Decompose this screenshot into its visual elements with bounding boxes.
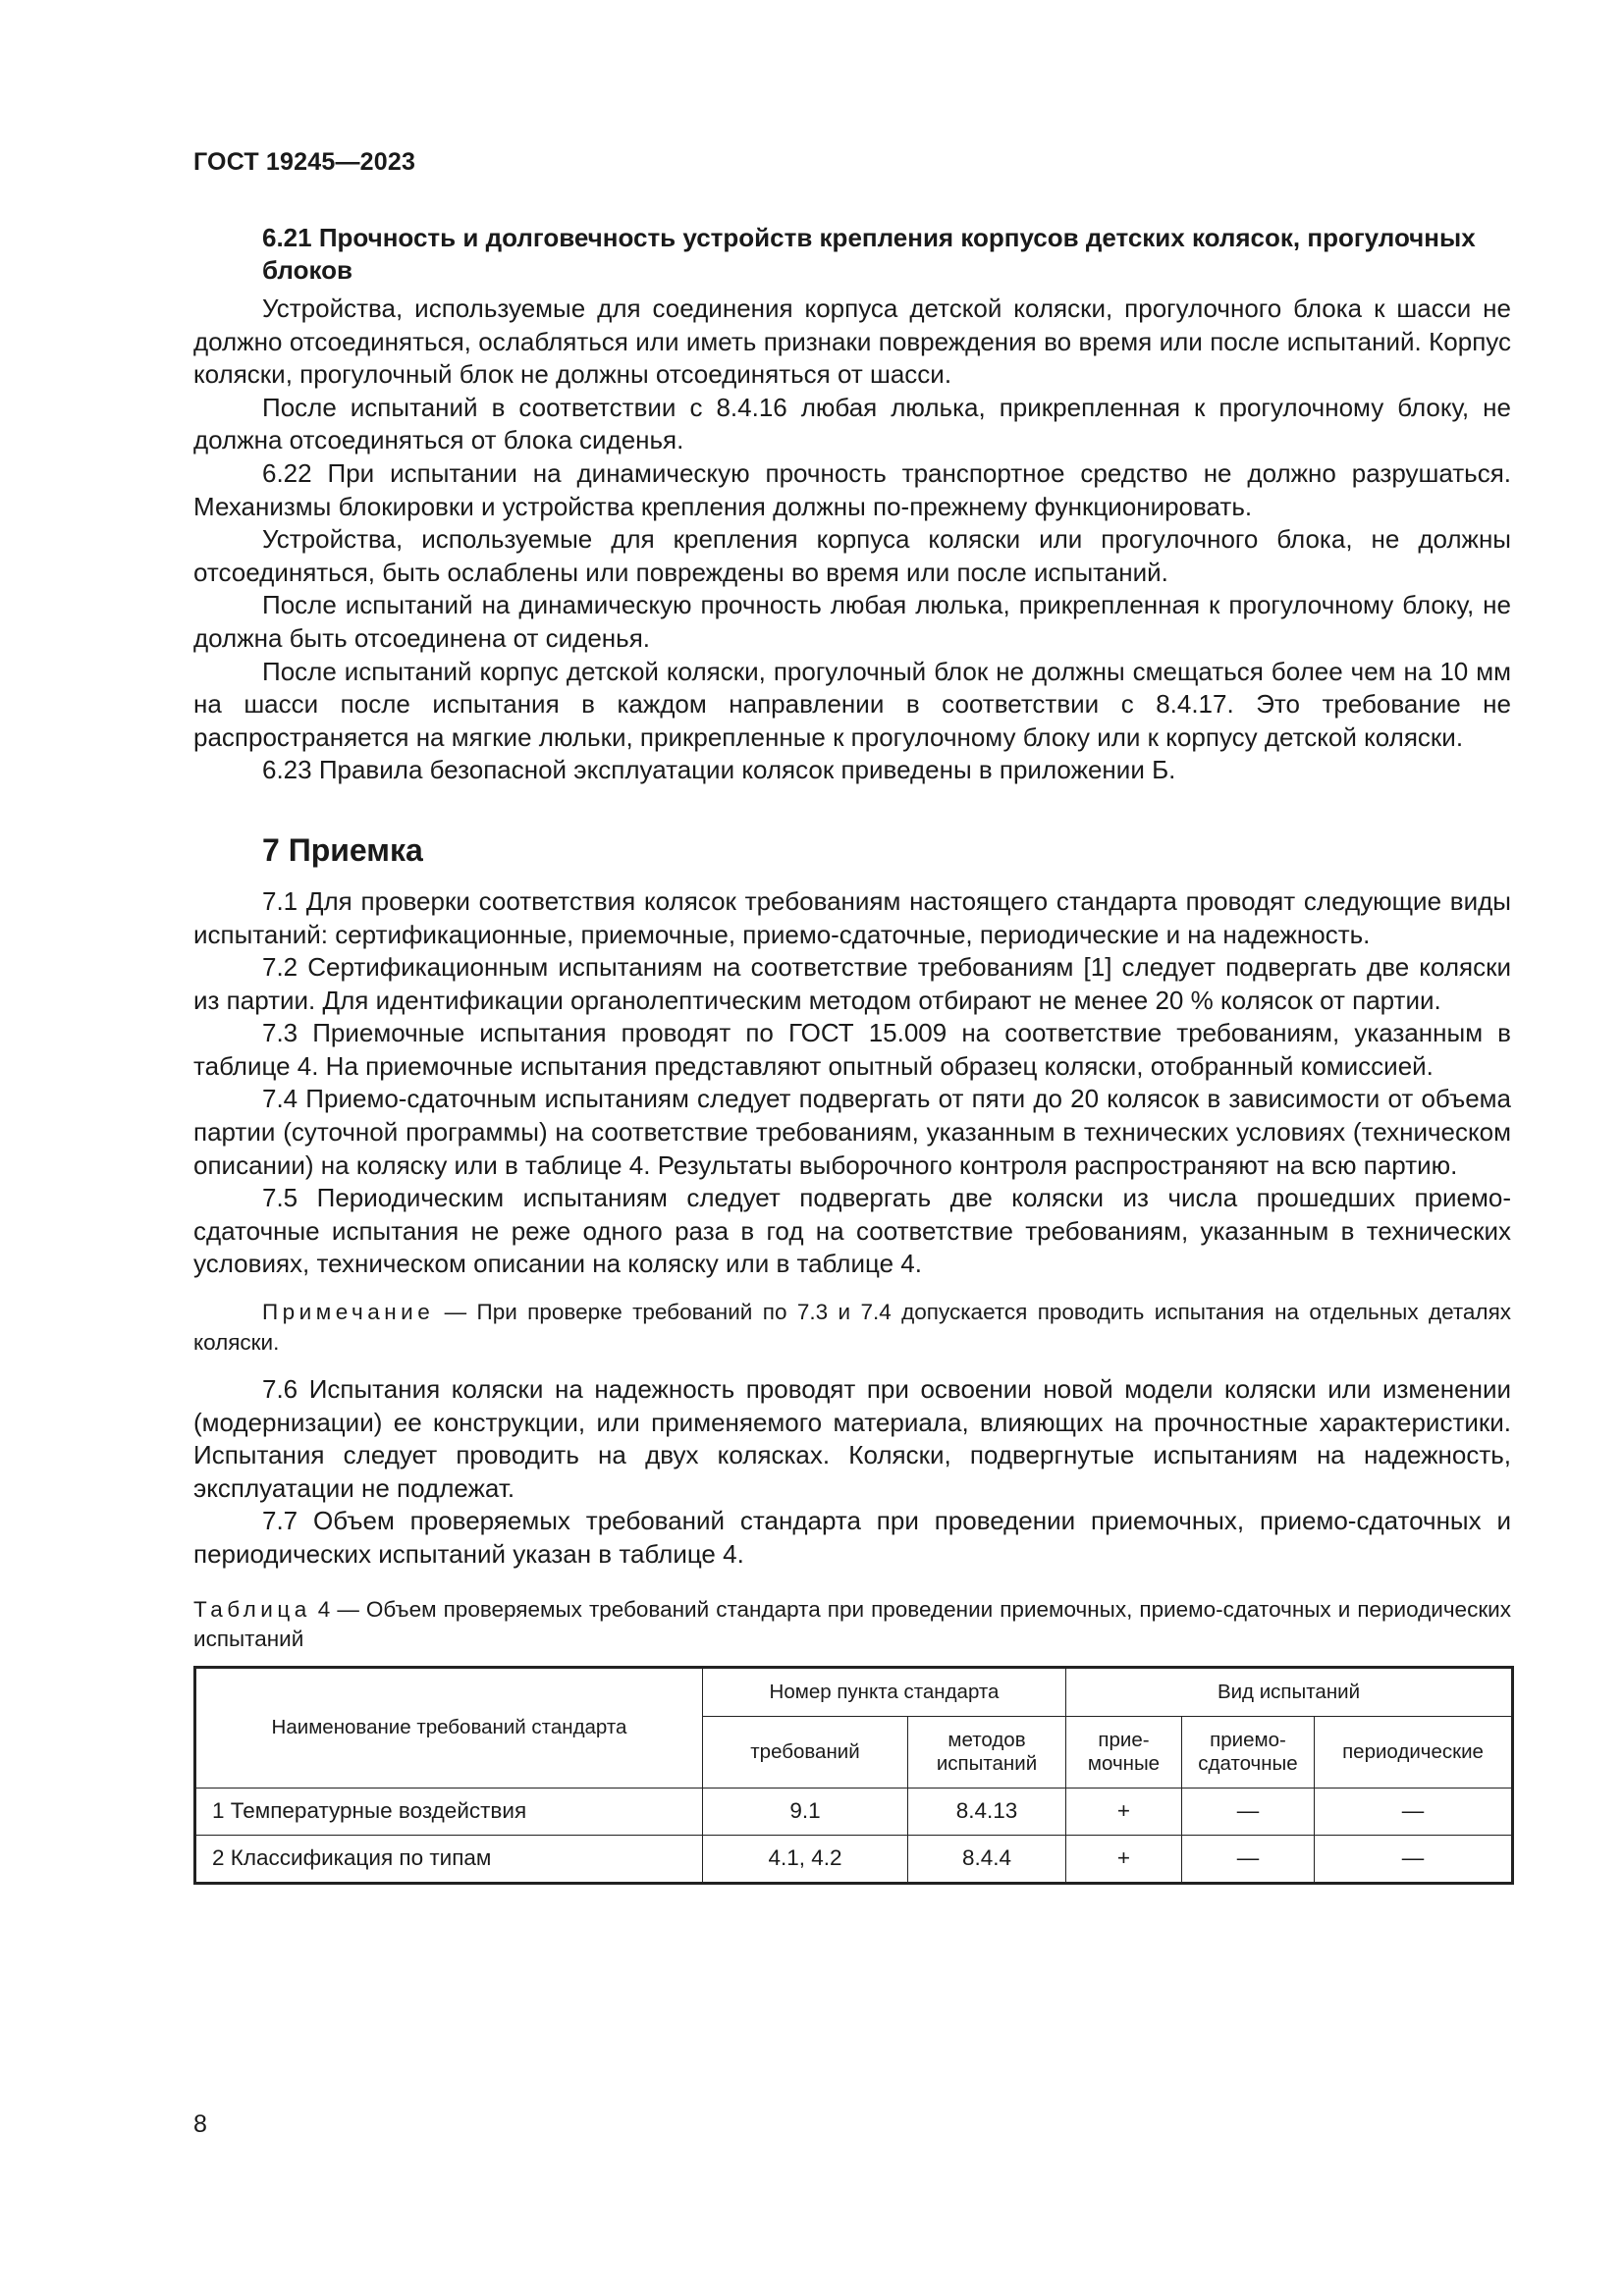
paragraph: 7.7 Объем проверяемых требований стандарта при проведении приемочных, приемо-сдаточных и периодических испытаний указан в таблице 4. xyxy=(193,1506,1511,1569)
header-delivery: приемо-сдаточные xyxy=(1182,1716,1315,1788)
paragraph: 7.1 Для проверки соответствия колясок требованиям настоящего стандарта проводят следующие виды испытаний: сертификационные, приемочные, приемо-сдаточные, периодические и на надежность. xyxy=(193,885,1511,949)
cell-method: 8.4.13 xyxy=(908,1788,1066,1835)
cell-requirement: 4.1, 4.2 xyxy=(703,1835,908,1883)
cell-acceptance: + xyxy=(1066,1835,1182,1883)
paragraph: 7.6 Испытания коляски на надежность проводят при освоении новой модели коляски или изменении (модернизации) ее конструкции, или применяемого материала, влияющих на прочностные характеристики. Испытания следует проводить на двух колясках. Коляски, подвергнутые испытаниям на надежность, эксплуатации не подлежат. xyxy=(193,1374,1511,1503)
header-requirements: требований xyxy=(703,1716,908,1788)
header-test-methods: методов испытаний xyxy=(908,1716,1066,1788)
paragraph: 7.4 Приемо-сдаточным испытаниям следует подвергать от пяти до 20 колясок в зависимости от объема партии (суточной программы) на соответствие требованиям, указанным в технических условиях (техническом описании) на коляску или в таблице 4. Результаты выборочного контроля распространяют на всю партию. xyxy=(193,1084,1511,1180)
paragraph: 6.22 При испытании на динамическую прочность транспортное средство не должно разрушаться. Механизмы блокировки и устройства крепления должны по-прежнему функционировать. xyxy=(193,457,1511,521)
table-caption xyxy=(193,1595,1511,1654)
paragraph: После испытаний корпус детской коляски, прогулочный блок не должны смещаться более чем на 10 мм на шасси после испытания в каждом направлении в соответствии с 8.4.17. Это требование не распространяется на мягкие люльки, прикрепленные к прогулочному блоку или к корпусу детской коляски. xyxy=(193,656,1511,752)
paragraph: 6.23 Правила безопасной эксплуатации колясок приведены в приложении Б. xyxy=(262,755,1176,785)
page-number: 8 xyxy=(193,2110,207,2138)
requirements-table xyxy=(193,1666,1514,1885)
cell-requirement: 9.1 xyxy=(703,1788,908,1835)
cell-name: 2 Классификация по типам xyxy=(195,1835,703,1883)
note-label: Примечание xyxy=(262,1300,435,1325)
cell-name: 1 Температурные воздействия xyxy=(195,1788,703,1835)
header-clause-number: Номер пункта стандарта xyxy=(703,1667,1066,1716)
header-requirement-name: Наименование требований стандарта xyxy=(195,1667,703,1788)
paragraph: 7.3 Приемочные испытания проводят по ГОСТ 15.009 на соответствие требованиям, указанным в таблице 4. На приемочные испытания представляют опытный образец коляски, отобранный комиссией. xyxy=(193,1018,1511,1081)
cell-periodic: — xyxy=(1315,1835,1513,1883)
cell-delivery: — xyxy=(1182,1788,1315,1835)
paragraph: Устройства, используемые для соединения корпуса детской коляски, прогулочного блока к шасси не должно отсоединяться, ослабляться или иметь признаки повреждения во время или после испытаний. Корпус коляски, прогулочный блок не должны отсоединяться от шасси. xyxy=(193,294,1511,390)
document-header: ГОСТ 19245—2023 xyxy=(193,148,416,176)
note xyxy=(193,1297,1511,1358)
table-caption-label: Таблица xyxy=(193,1596,311,1622)
table-row xyxy=(195,1835,1513,1883)
header-periodic: периодические xyxy=(1315,1716,1513,1788)
cell-delivery: — xyxy=(1182,1835,1315,1883)
table-header-row xyxy=(195,1667,1513,1716)
header-test-type: Вид испытаний xyxy=(1066,1667,1513,1716)
cell-method: 8.4.4 xyxy=(908,1835,1066,1883)
paragraph: После испытаний на динамическую прочность любая люлька, прикрепленная к прогулочному блоку, не должна быть отсоединена от сиденья. xyxy=(193,590,1511,653)
paragraph: После испытаний в соответствии с 8.4.16 любая люлька, прикрепленная к прогулочному блоку, не должна отсоединяться от блока сиденья. xyxy=(193,392,1511,455)
cell-acceptance: + xyxy=(1066,1788,1182,1835)
paragraph: 7.2 Сертификационным испытаниям на соответствие требованиям [1] следует подвергать две коляски из партии. Для идентификации органолептическим методом отбирают не менее 20 % колясок от партии. xyxy=(193,952,1511,1015)
paragraph: 7.5 Периодическим испытаниям следует подвергать две коляски из числа прошедших приемо-сдаточные испытания не реже одного раза в год на соответствие требованиям, указанным в технических условиях, техническом описании на коляску или в таблице 4. xyxy=(193,1183,1511,1279)
section-7-title: 7 Приемка xyxy=(262,831,423,868)
cell-periodic: — xyxy=(1315,1788,1513,1835)
section-6-21-heading: 6.21 Прочность и долговечность устройств крепления корпусов детских колясок, прогулочных блоков xyxy=(262,223,1476,285)
table-caption-text: 4 — Объем проверяемых требований стандарта при проведении приемочных, приемо-сдаточных и периодических испытаний xyxy=(193,1596,1511,1651)
page-content xyxy=(193,222,1511,1885)
table-row xyxy=(195,1788,1513,1835)
paragraph: Устройства, используемые для крепления корпуса коляски или прогулочного блока, не должны отсоединяться, быть ослаблены или повреждены во время или после испытаний. xyxy=(193,524,1511,587)
note-text: — При проверке требований по 7.3 и 7.4 допускается проводить испытания на отдельных деталях коляски. xyxy=(193,1300,1511,1356)
header-acceptance: прие-мочные xyxy=(1066,1716,1182,1788)
